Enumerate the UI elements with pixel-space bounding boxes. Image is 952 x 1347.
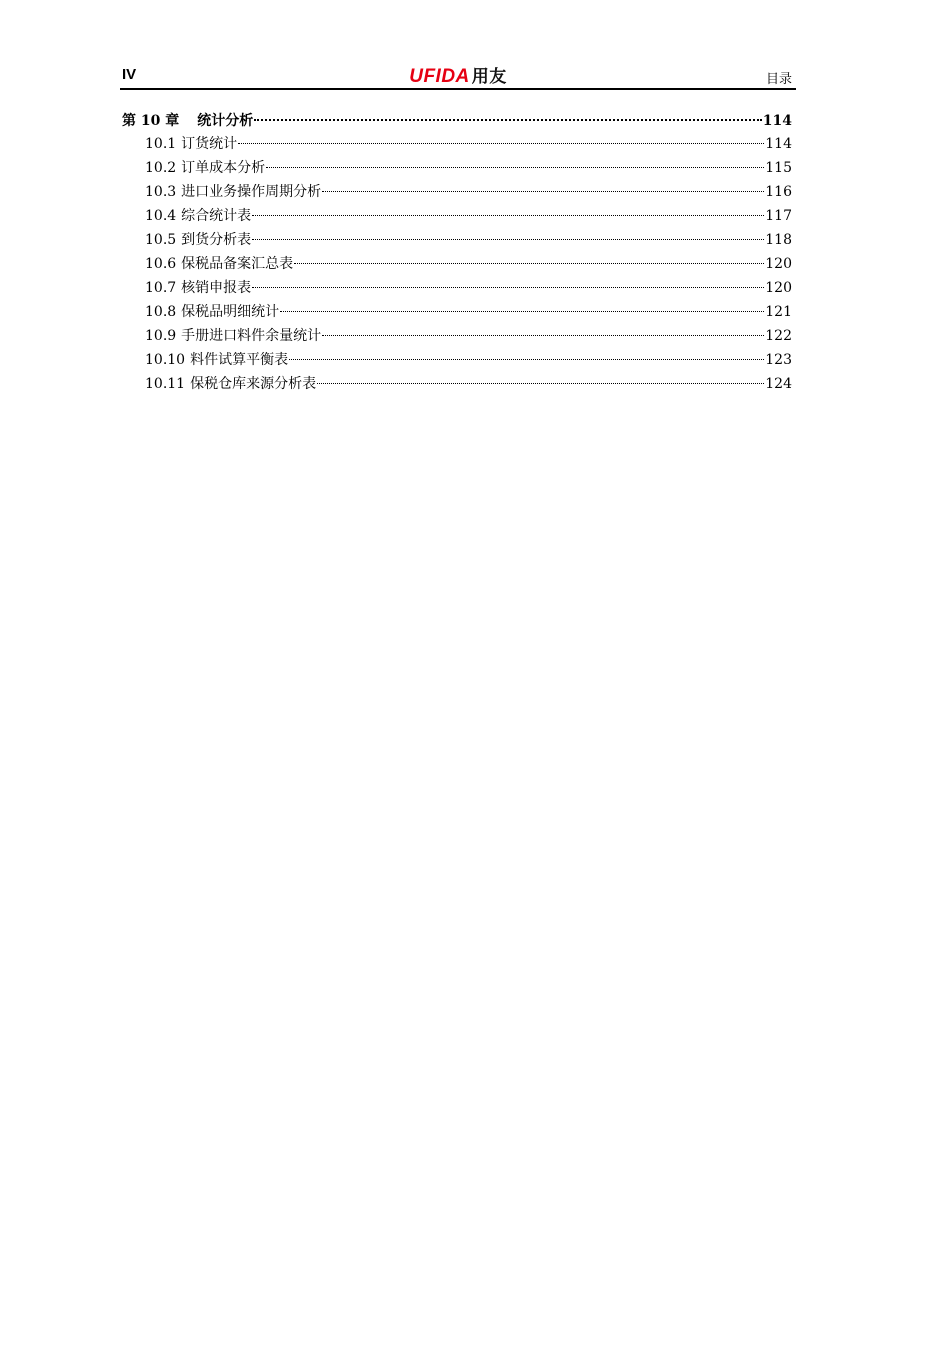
toc-section-title: 保税仓库来源分析表 (190, 376, 317, 392)
toc-section-title: 综合统计表 (181, 208, 252, 224)
toc-chapter-number: 第 10 章 (122, 113, 180, 129)
toc-section-entry[interactable] (120, 228, 792, 252)
toc-section-entry[interactable] (120, 276, 792, 300)
toc-section-entry[interactable] (120, 372, 792, 396)
toc-leader (322, 191, 764, 192)
header-divider (120, 88, 796, 90)
toc-leader (254, 119, 762, 121)
toc-section-page: 120 (765, 280, 792, 296)
toc-section-page: 114 (765, 136, 792, 152)
toc-leader (317, 383, 764, 384)
toc-section-page: 118 (765, 232, 792, 248)
toc-section-page: 124 (765, 376, 792, 392)
toc-chapter-page: 114 (762, 113, 792, 129)
toc-section-entry[interactable] (120, 180, 792, 204)
toc-leader (280, 311, 764, 312)
toc-section-entry[interactable] (120, 324, 792, 348)
page-header (120, 62, 796, 88)
toc-section-page: 117 (765, 208, 792, 224)
toc-section-number: 10.1 (145, 136, 177, 152)
toc-leader (252, 215, 764, 216)
toc-section-page: 122 (765, 328, 792, 344)
toc-section-number: 10.4 (145, 208, 177, 224)
brand-logo (120, 62, 796, 88)
brand-logo-en: UFIDA (409, 66, 470, 87)
toc-section-entry[interactable] (120, 348, 792, 372)
toc-leader (294, 263, 764, 264)
toc-section-title: 料件试算平衡表 (190, 352, 289, 368)
toc-chapter-title: 统计分析 (197, 113, 254, 129)
toc-leader (266, 167, 764, 168)
toc-section-entry[interactable] (120, 204, 792, 228)
toc-section-number: 10.8 (145, 304, 177, 320)
toc-section-number: 10.3 (145, 184, 177, 200)
toc-section-title: 保税品备案汇总表 (181, 256, 294, 272)
toc-section-page: 116 (765, 184, 792, 200)
toc-leader (252, 287, 764, 288)
toc-section-entry[interactable] (120, 132, 792, 156)
toc-section-title: 订单成本分析 (181, 160, 266, 176)
toc-section-page: 115 (765, 160, 792, 176)
toc-section-number: 10.9 (145, 328, 177, 344)
toc-section-title: 到货分析表 (181, 232, 252, 248)
toc-section-page: 120 (765, 256, 792, 272)
toc-section-page: 123 (765, 352, 792, 368)
toc-leader (238, 143, 764, 144)
toc-section-number: 10.5 (145, 232, 177, 248)
toc-section-title: 进口业务操作周期分析 (181, 184, 322, 200)
toc-section-title: 保税品明细统计 (181, 304, 280, 320)
toc-section-entry[interactable] (120, 156, 792, 180)
toc-section-number: 10.10 (145, 352, 186, 368)
toc-section-entry[interactable] (120, 300, 792, 324)
section-title: 目录 (765, 72, 792, 87)
toc-section-number: 10.7 (145, 280, 177, 296)
toc-chapter-entry[interactable] (120, 110, 792, 132)
toc-section-entry[interactable] (120, 252, 792, 276)
page-number-label: IV (122, 66, 137, 83)
brand-logo-cn: 用友 (471, 67, 507, 86)
toc-section-number: 10.2 (145, 160, 177, 176)
toc-leader (322, 335, 764, 336)
table-of-contents (120, 110, 792, 396)
toc-section-title: 订货统计 (181, 136, 238, 152)
toc-leader (252, 239, 764, 240)
toc-section-page: 121 (765, 304, 792, 320)
toc-section-title: 核销申报表 (181, 280, 252, 296)
toc-section-number: 10.11 (145, 376, 186, 392)
toc-section-title: 手册进口料件余量统计 (181, 328, 322, 344)
toc-leader (289, 359, 764, 360)
toc-section-number: 10.6 (145, 256, 177, 272)
